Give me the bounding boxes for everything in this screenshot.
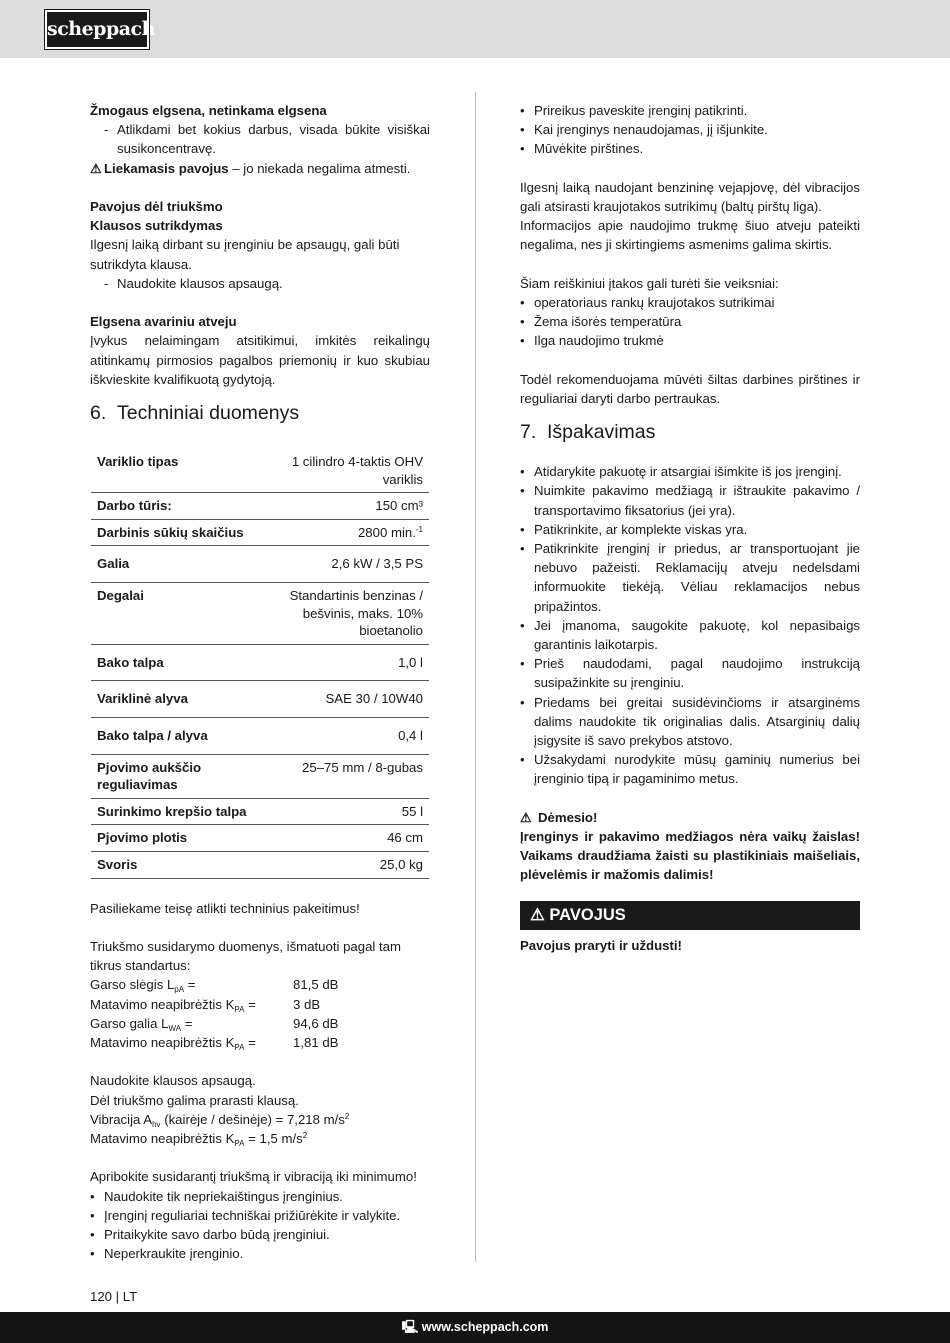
noise-values [90,975,430,1052]
spec-key: Svoris [91,851,256,878]
vibration-uncertainty: Matavimo neapibrėžtis $K_{PA} = 1,5$ $m/s^2$ [90,1130,308,1148]
spec-value: 150 cm³ [256,493,429,520]
list-item: • Patikrinkite, ar komplekte viskas yra. [520,520,860,539]
spec-row [91,493,429,520]
noise-row [90,975,430,994]
list-item: • Įrenginį reguliariai techniškai prižiūrėkite ir valykite. [90,1206,430,1225]
residual-risk-text: ⚠ Liekamasis pavojus – jo niekada negalima atmesti. [90,159,430,178]
column-divider [475,92,476,1262]
hearing-loss-text: Dėl triukšmo galima prarasti klausą. [90,1092,299,1108]
spec-key: Darbinis sūkių skaičius [91,519,256,546]
noise-value: 94,6 dB [293,1015,339,1031]
spec-value: 1 cilindro 4-taktis OHV variklis [256,449,429,493]
section-title-noise: Pavojus dėl triukšmo [90,199,223,214]
list-item: • Prieš naudodami, pagal naudojimo instrukciją susipažinkite su įrenginiu. [520,654,860,692]
spec-row [91,519,429,546]
spec-row [91,798,429,825]
noise-value: 3 dB [293,996,321,1012]
list-item: • Neperkraukite įrenginio. [90,1244,430,1263]
danger-text: Pavojus praryti ir uždusti! [520,937,682,953]
dash-item: - Naudokite klausos apsaugą. [90,274,430,293]
spec-row [91,754,429,798]
spec-row [91,681,429,718]
reserve-text: Pasiliekame teisę atlikti techninius pakeitimus! [90,900,360,916]
spec-row [91,582,429,644]
spec-value: 46 cm [256,825,429,852]
noise-row [90,995,430,1014]
monitor-icon: 🖳 [401,1320,422,1334]
spec-value: 55 l [256,798,429,825]
noise-row [90,1033,430,1052]
section-title-behavior: Žmogaus elgsena, netinkama elgsena [90,103,327,118]
noise-label: Matavimo neapibrėžtis $K_{PA}$ = [90,1034,256,1052]
list-item: • Mūvėkite pirštines. [520,139,860,158]
noise-label: Garso galia $L_{WA}$ = [90,1015,193,1033]
warning-triangle-icon: ⚠ [520,809,532,825]
website-link[interactable]: www.scheppach.com [421,1320,549,1334]
spec-key: Variklio tipas [91,449,256,493]
attention-title: ⚠ Dėmesio! [520,808,860,827]
spec-key: Variklinė alyva [91,681,256,718]
spec-row [91,717,429,754]
spec-key: Degalai [91,582,256,644]
list-item: • Jei įmanoma, saugokite pakuotę, kol nepasibaigs garantinis laikotarpis. [520,616,860,654]
spec-key: Darbo tūris: [91,493,256,520]
section-title-emergency: Elgsena avariniu atveju [90,314,237,330]
list-item: • Patikrinkite įrenginį ir priedus, ar transportuojant jie nebuvo pažeisti. Reklamacijų atveju nedelsdami informuokite tiekėją. Vėliau reklamacijos nebus pripažintos. [520,539,860,616]
spec-key: Bako talpa [91,644,256,681]
noise-label: Matavimo neapibrėžtis $K_{PA}$ = [90,996,256,1014]
factors-list [520,293,860,351]
warning-triangle-icon: ⚠ [530,905,550,924]
section-subtitle-hearing: Klausos sutrikdymas [90,218,223,234]
noise-intro: Triukšmo susidarymo duomenys, išmatuoti pagal tam tikrus standartus: [90,938,402,974]
factors-intro: Šiam reiškiniui įtakos gali turėti šie veiksniai: [520,275,779,291]
list-item: • Priedams bei greitai susidėvinčioms ir atsarginėms dalims naudokite tik originalias dalis. Atsarginių dalių įsigysite iš savo prekybos atstovo. [520,693,860,751]
attention-text: Įrenginys ir pakavimo medžiagos nėra vaikų žaislas! Vaikams draudžiama žaisti su plastikiniais maišeliais, plėvelėmis ir mažomis dalimis! [520,829,860,883]
spec-row [91,449,429,493]
spec-key: Bako talpa / alyva [91,717,256,754]
spec-value: Standartinis benzinas / bešvinis, maks. 10% bioetanolio [256,582,429,644]
brand-logo: scheppach [45,10,149,49]
noise-value: 81,5 dB [293,977,339,993]
vibration-value: Vibracija $A_{hv}$ (kairėje / dešinėje) = 7,218 $m/s^2$ [90,1111,350,1129]
dash-item: - Atlikdami bet kokius darbus, visada būkite visiškai susikoncentravę. [90,120,430,158]
list-item: • Žema išorės temperatūra [520,312,860,331]
list-item: • Naudokite tik nepriekaištingus įrenginius. [90,1187,430,1206]
spec-value: 2,6 kW / 3,5 PS [256,546,429,583]
heading-technical-data: 6. Techniniai duomenys [90,402,300,425]
right-column [520,101,860,955]
spec-row [91,851,429,878]
usage-info-text: Informacijos apie naudojimo trukmę šiuo atveju pateikti negalima, nes ji skirtingiems asmenims galima skirtis. [520,218,860,253]
emergency-text: Įvykus nelaimingam atsitikimui, imkitės reikalingų atitinkamų pirmosios pagalbos priemonių ir kuo skubiau iškvieskite kvalifikuotą gydytoją. [90,333,430,387]
spec-value: SAE 30 / 10W40 [256,681,429,718]
spec-value: 25–75 mm / 8-gubas [256,754,429,798]
spec-key: Pjovimo aukščio reguliavimas [91,754,256,798]
header-bar [0,0,950,58]
spec-value: 0,4 l [256,717,429,754]
spec-key: Galia [91,546,256,583]
left-column [90,101,430,1263]
unpacking-list [520,462,860,788]
list-item: • Atidarykite pakuotę ir atsargiai išimkite iš jos įrenginį. [520,462,860,481]
spec-key: Pjovimo plotis [91,825,256,852]
vibration-warning-text: Ilgesnį laiką naudojant benzininę vejapjovę, dėl vibracijos gali atsirasti kraujotakos sutrikimų (baltų pirštų liga). [520,179,860,214]
hearing-text: Ilgesnį laiką dirbant su įrenginiu be apsaugų, gali būti sutrikdyta klausa. [90,237,400,272]
list-item: • Užsakydami nurodykite mūsų gaminių numerius bei įrenginio tipą ir pagaminimo metus. [520,750,860,788]
list-item: • Ilga naudojimo trukmė [520,331,860,350]
limit-text: Apribokite susidarantį triukšmą ir vibraciją iki minimumo! [90,1169,417,1185]
recommendation-text: Todėl rekomenduojama mūvėti šiltas darbines pirštines ir reguliariai daryti darbo pertraukas. [520,371,860,406]
spec-row [91,825,429,852]
noise-label: Garso slėgis $L_{pA}$ = [90,977,196,995]
spec-table [91,449,429,879]
spec-value: 2800 min.$^{-1}$ [256,519,429,546]
noise-value: 1,81 dB [293,1034,339,1050]
top-bullets [520,101,860,159]
list-item: • Pritaikykite savo darbo būdą įrenginiui. [90,1225,430,1244]
spec-value: 25,0 kg [256,851,429,878]
danger-banner: ⚠ PAVOJUS [520,901,860,930]
list-item: • Kai įrenginys nenaudojamas, jį išjunkite. [520,120,860,139]
page-number: 120 | LT [90,1289,138,1304]
noise-row [90,1014,430,1033]
list-item: • operatoriaus rankų kraujotakos sutrikimai [520,293,860,312]
limit-bullets [90,1187,430,1264]
ear-protection-text: Naudokite klausos apsaugą. [90,1073,256,1089]
list-item: • Nuimkite pakavimo medžiagą ir ištraukite pakavimo / transportavimo fiksatorius (jei yra). [520,481,860,519]
list-item: • Prireikus paveskite įrenginį patikrinti. [520,101,860,120]
warning-triangle-icon: ⚠ [90,160,102,176]
spec-row [91,546,429,583]
spec-value: 1,0 l [256,644,429,681]
spec-key: Surinkimo krepšio talpa [91,798,256,825]
spec-row [91,644,429,681]
heading-unpacking: 7. Išpakavimas [520,421,656,444]
footer-bar [0,1312,950,1343]
